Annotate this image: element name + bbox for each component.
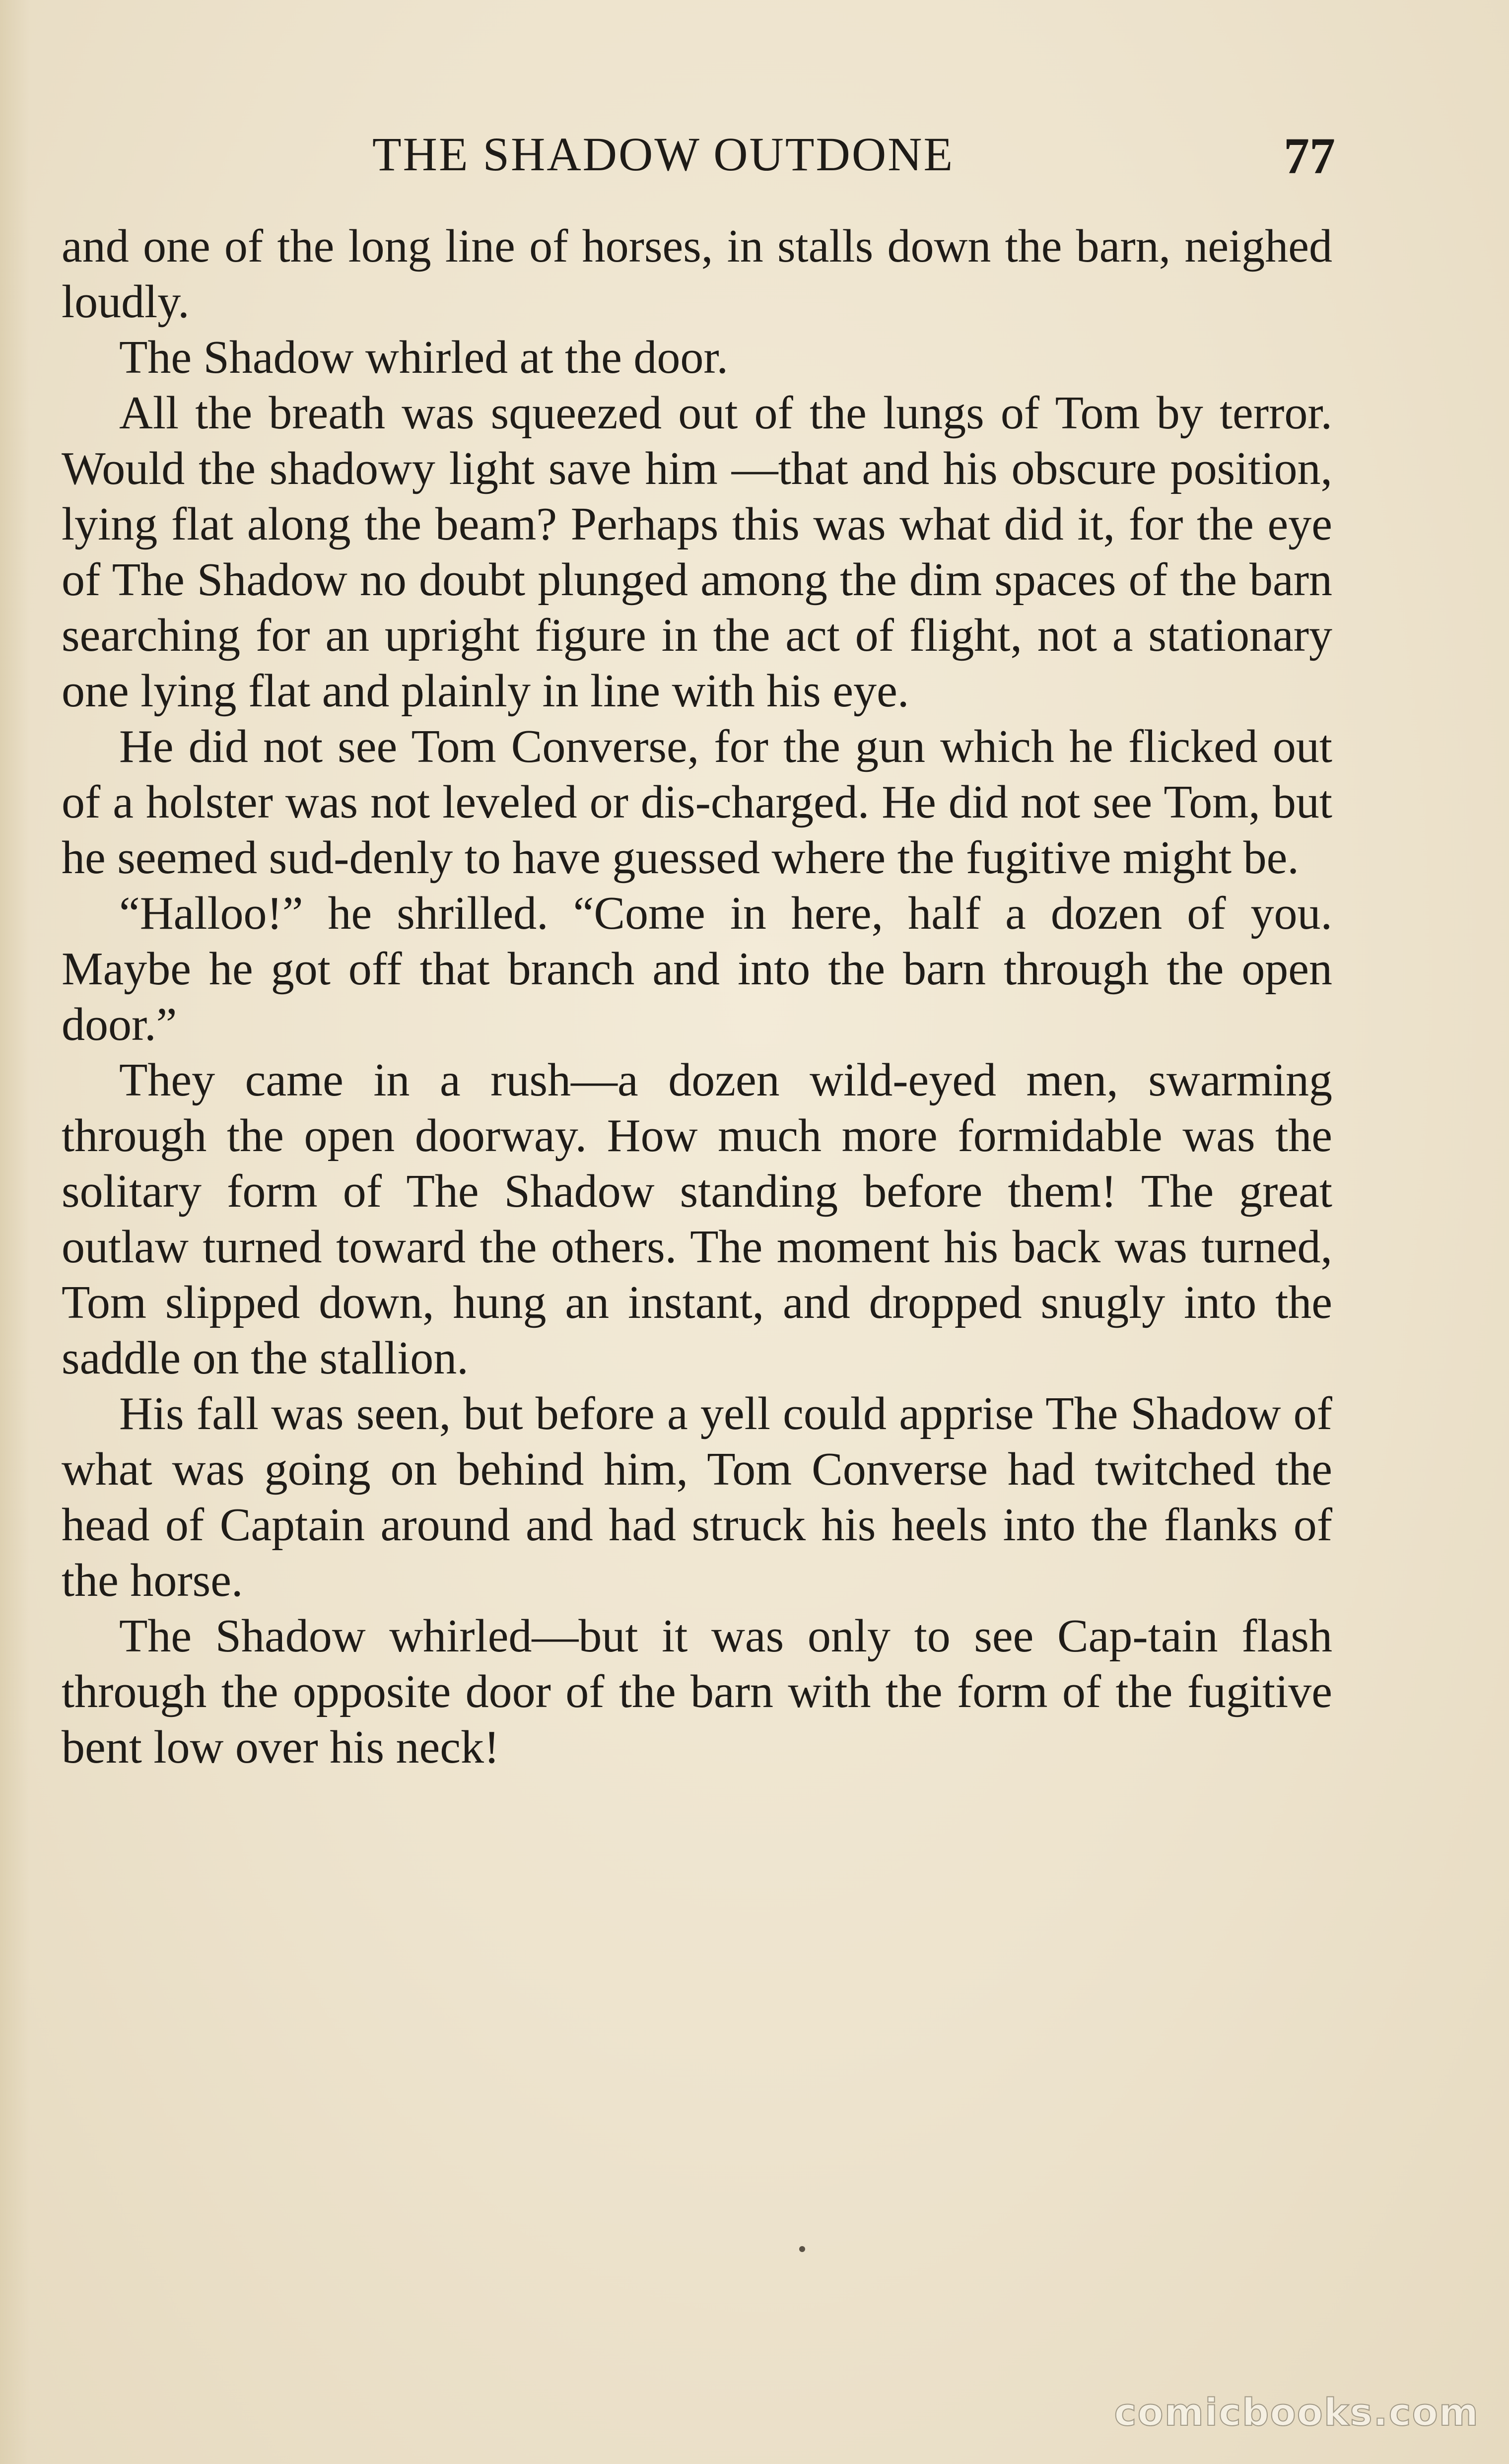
paragraph: “Halloo!” he shrilled. “Come in here, half a dozen of you. Maybe he got off that branch and into the barn through the open door.” [62,888,1332,1050]
paragraph: The Shadow whirled at the door. [119,332,728,383]
paragraph: They came in a rush—a dozen wild-eyed men, swarming through the open doorway. How much more formidable was the solitary form of The Shadow standing before them! The great outlaw turned toward the others. The moment his back was turned, Tom slipped down, hung an instant, and dropped snugly into the saddle on the stallion. [62,1054,1332,1384]
paragraph: and one of the long line of horses, in stalls down the barn, neighed loudly. [62,220,1332,328]
page-number: 77 [1284,128,1335,185]
paragraph: He did not see Tom Converse, for the gun which he flicked out of a holster was not leveled or dis-charged. He did not see Tom, but he seemed sud-denly to have guessed where the fugitive might be. [62,721,1332,884]
running-head [65,127,1335,196]
paper-speck [799,2246,805,2252]
paragraph: All the breath was squeezed out of the lungs of Tom by terror. Would the shadowy light save him —that and his obscure position, lying flat along the beam? Perhaps this was what did it, for the eye of The Shadow no doubt plunged among the dim spaces of the barn searching for an upright figure in the act of flight, not a stationary one lying flat and plainly in line with his eye. [62,387,1332,717]
paragraph: The Shadow whirled—but it was only to see Cap-tain flash through the opposite door of the barn with the form of the fugitive bent low over his neck! [62,1610,1332,1773]
chapter-title: THE SHADOW OUTDONE [372,128,955,181]
body-text [62,218,1332,1775]
watermark: comicbooks.com [1114,2390,1479,2434]
paragraph: His fall was seen, but before a yell could apprise The Shadow of what was going on behind him, Tom Converse had twitched the head of Captain around and had struck his heels into the flanks of the horse. [62,1388,1332,1606]
